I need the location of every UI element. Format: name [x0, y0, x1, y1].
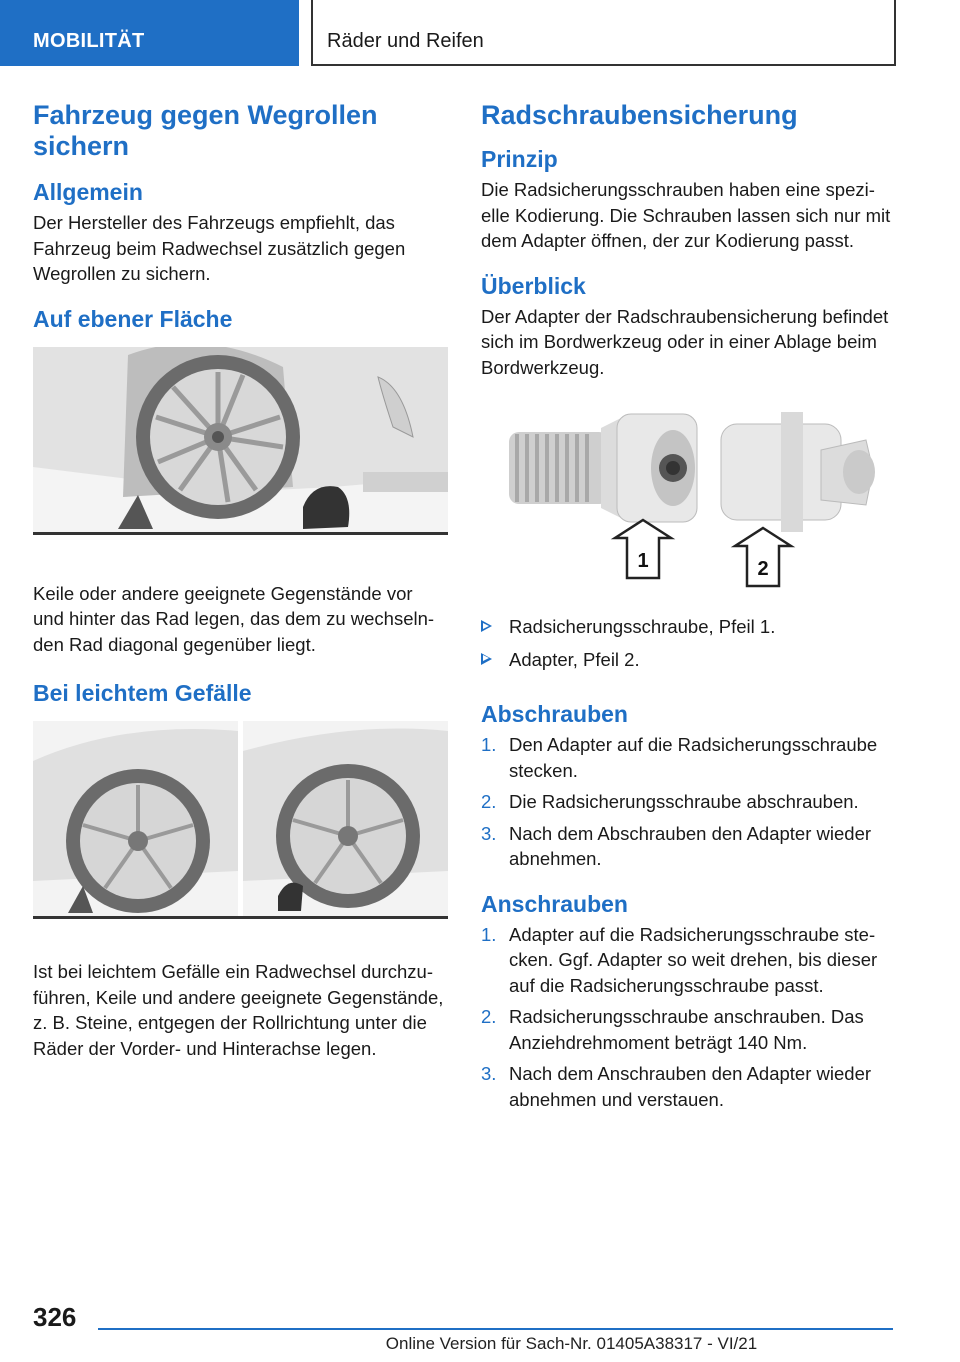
- triangle-bullet-icon: [481, 653, 492, 665]
- slope-text: Ist bei leichtem Gefälle ein Radwechsel durchzuführen, Keile und andere geeignete Gegenstände, z. B. Steine, entgegen der Rollrichtung unter die Räder der Vorder- und Hinterachse legen.: [33, 961, 444, 1059]
- overview-section: [481, 272, 893, 673]
- screw-section: [481, 890, 893, 1113]
- footer-divider: [98, 1328, 893, 1330]
- heading-flat-surface: Auf ebener Fläche: [33, 305, 233, 332]
- step-item: 3. Nach dem Anschrauben den Adapter wieder abnehmen und verstauen.: [481, 1063, 872, 1110]
- section-title-wheel-chock: Fahrzeug gegen Wegrollen sichern: [33, 100, 378, 161]
- figure-wheel-flat: [33, 347, 448, 535]
- figure-wheel-slope: [33, 721, 448, 919]
- wheel-flat-illustration: [33, 347, 448, 535]
- figure-baseline: [33, 916, 448, 919]
- flat-surface-text: Keile oder andere geeignete Gegenstände vor und hinter das Rad legen, das dem zu wechselnden Rad diagonal gegenüber liegt.: [33, 582, 435, 655]
- step-item: 1. Adapter auf die Radsicherungsschraube stecken. Ggf. Adapter so weit drehen, bis dieser auf die Radsicherungsschraube passt.: [481, 923, 878, 996]
- principle-text: Die Radsicherungsschrauben haben eine spezielle Kodierung. Die Schrauben lassen sich nur mit dem Adapter öffnen, der zur Kodierung passt.: [481, 179, 891, 251]
- heading-unscrew: Abschrauben: [481, 701, 628, 727]
- triangle-bullet-icon: [481, 620, 492, 632]
- footer-version: Online Version für Sach-Nr. 01405A38317 - VI/21: [385, 1334, 758, 1353]
- unscrew-section: [481, 700, 893, 872]
- heading-general: Allgemein: [33, 179, 143, 205]
- bolt-adapter-illustration: [481, 410, 893, 590]
- section-title-wheel-lock: Radschraubensicherung: [481, 100, 798, 130]
- heading-screw: Anschrauben: [481, 890, 628, 917]
- page-number: 326: [33, 1302, 77, 1332]
- section-tab: MOBILITÄT: [0, 0, 299, 66]
- figure-baseline: [33, 532, 448, 535]
- left-column: [33, 100, 448, 1079]
- arrow-2-label: 2: [757, 558, 769, 580]
- general-text: Der Hersteller des Fahrzeugs empfiehlt, das Fahrzeug beim Radwechsel zusätzlich gegen Wegrollen zu sichern.: [33, 212, 406, 284]
- overview-text: Der Adapter der Radschraubensicherung befindet sich im Bordwerkzeug oder in einer Ablage beim Bordwerkzeug.: [481, 305, 889, 378]
- step-item: 2. Die Radsicherungsschraube abschrauben.: [481, 791, 859, 812]
- step-item: 1. Den Adapter auf die Radsicherungsschraube stecken.: [481, 734, 878, 781]
- principle-section: [481, 145, 893, 254]
- slope-section: [33, 679, 448, 1061]
- lock-bolt-icon: [509, 414, 697, 522]
- screw-steps: [481, 922, 893, 1113]
- step-item: 3. Nach dem Abschrauben den Adapter wieder abnehmen.: [481, 822, 872, 869]
- flat-surface-section: [33, 305, 448, 658]
- list-item: Adapter, Pfeil 2.: [481, 647, 893, 673]
- figure-lock-bolt-adapter: [481, 410, 893, 590]
- adapter-icon: [721, 412, 875, 532]
- step-item: 2. Radsicherungsschraube anschrauben. Das Anziehdrehmoment beträgt 140 Nm.: [481, 1006, 864, 1053]
- heading-overview: Überblick: [481, 272, 586, 299]
- arrow-2-icon: [735, 528, 791, 586]
- wheel-slope-illustration: [33, 721, 448, 919]
- unscrew-steps: [481, 732, 893, 872]
- list-item: Radsicherungsschraube, Pfeil 1.: [481, 614, 893, 640]
- arrow-1-icon: [615, 520, 671, 578]
- arrow-1-label: 1: [637, 550, 649, 572]
- overview-legend-list: [481, 614, 893, 672]
- chapter-title: Räder und Reifen: [311, 0, 896, 66]
- heading-slope: Bei leichtem Gefälle: [33, 680, 252, 706]
- right-column: [481, 100, 893, 1130]
- heading-principle: Prinzip: [481, 146, 558, 172]
- general-section: [33, 178, 448, 287]
- page-header: [0, 0, 960, 66]
